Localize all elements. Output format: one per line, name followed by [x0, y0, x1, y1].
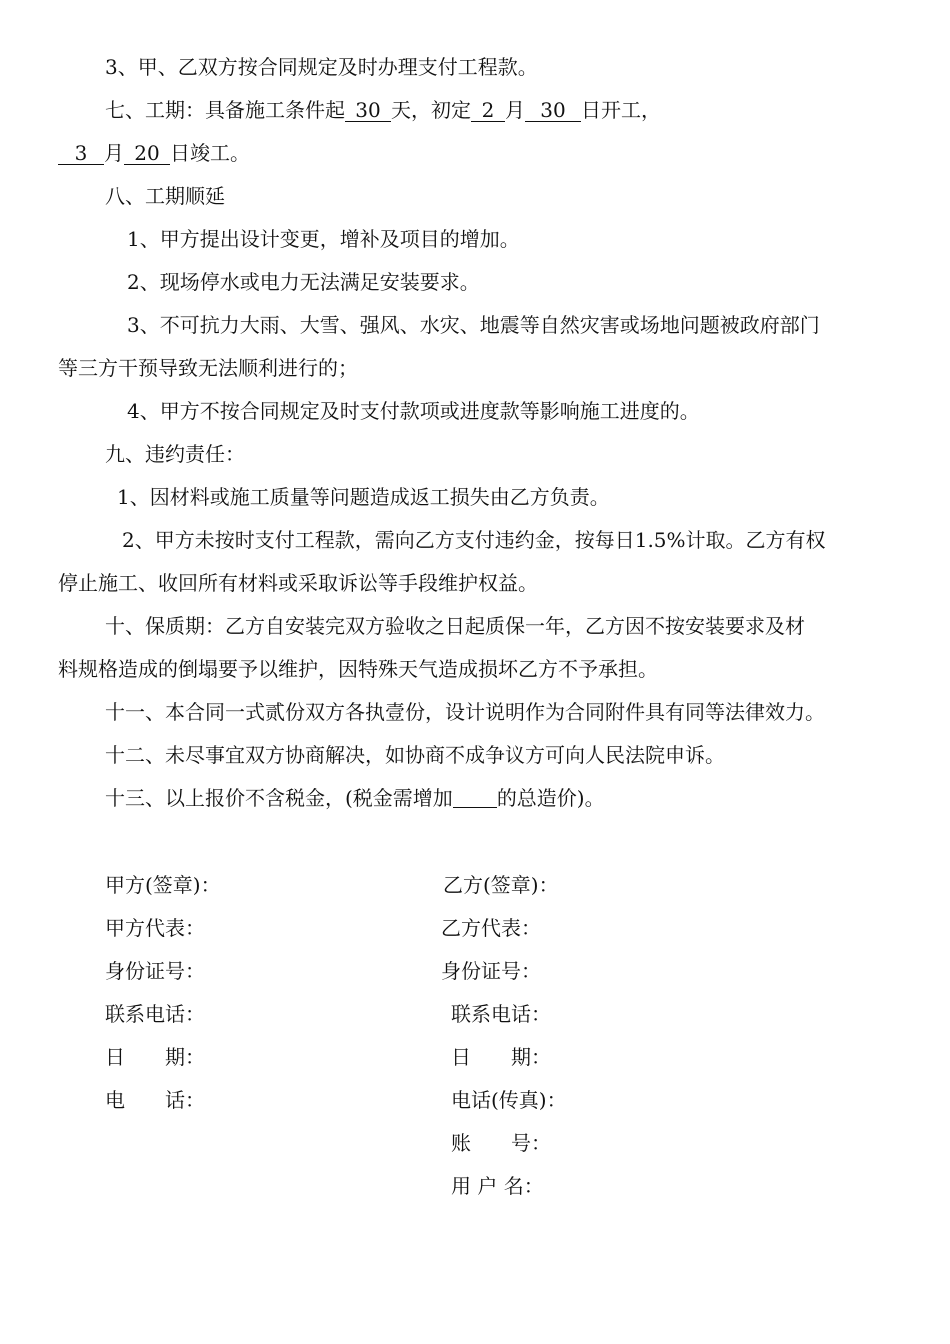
end-month: 3 — [58, 142, 104, 165]
clause-8-item-3-cont: 等三方干预导致无法顺利进行的； — [58, 356, 358, 380]
clause-9-title: 九、违约责任： — [105, 442, 245, 466]
clause-7-completion — [58, 139, 250, 167]
clause-8-item-1: 1、甲方提出设计变更，增补及项目的增加。 — [127, 227, 520, 251]
start-day: 30 — [525, 99, 581, 122]
clause-11-copies: 十一、本合同一式贰份双方各执壹份，设计说明作为合同附件具有同等法律效力。 — [105, 700, 825, 724]
clause-10-warranty: 十、保质期：乙方自安装完双方验收之日起质保一年，乙方因不按安装要求及材 — [105, 614, 805, 638]
clause-12-disputes: 十二、未尽事宜双方协商解决，如协商不成争议方可向人民法院申诉。 — [105, 743, 725, 767]
party-b-phone-fax: 电话(传真)： — [451, 1088, 567, 1112]
party-b-sign: 乙方(签章)： — [443, 873, 559, 897]
clause-9-item-2: 2、甲方未按时支付工程款，需向乙方支付违约金，按每日1.5%计取。乙方有权 — [122, 528, 826, 552]
clause-9-item-1: 1、因材料或施工质量等问题造成返工损失由乙方负责。 — [117, 485, 610, 509]
clause-7-duration — [105, 96, 661, 124]
party-b-username: 用 户 名： — [451, 1174, 544, 1198]
party-b-account: 账 号： — [451, 1131, 551, 1155]
party-a-date: 日 期： — [105, 1045, 205, 1069]
completion-suffix: 日竣工。 — [170, 141, 250, 165]
clause-13-suffix: 的总造价)。 — [496, 786, 605, 810]
clause-10-warranty-cont: 料规格造成的倒塌要予以维护，因特殊天气造成损坏乙方不予承担。 — [58, 657, 658, 681]
clause-7-mid: 天，初定 — [391, 98, 471, 122]
clause-8-title: 八、工期顺延 — [105, 184, 225, 208]
start-month: 2 — [471, 99, 505, 122]
clause-7-prefix: 七、工期：具备施工条件起 — [105, 98, 345, 122]
party-b-date: 日 期： — [451, 1045, 551, 1069]
clause-7-suffix: 日开工， — [581, 98, 661, 122]
party-a-rep: 甲方代表： — [105, 916, 205, 940]
end-day: 20 — [124, 142, 170, 165]
clause-8-item-4: 4、甲方不按合同规定及时支付款项或进度款等影响施工进度的。 — [127, 399, 700, 423]
clause-3-payment: 3、甲、乙双方按合同规定及时办理支付工程款。 — [105, 55, 538, 79]
clause-9-item-2-cont: 停止施工、收回所有材料或采取诉讼等手段维护权益。 — [58, 571, 538, 595]
month-label-2: 月 — [104, 141, 124, 165]
duration-days: 30 — [345, 99, 391, 122]
month-label: 月 — [505, 98, 525, 122]
party-a-contact: 联系电话： — [105, 1002, 205, 1026]
party-b-rep: 乙方代表： — [441, 916, 541, 940]
party-a-phone: 电 话： — [105, 1088, 205, 1112]
party-b-id: 身份证号： — [441, 959, 541, 983]
tax-blank — [453, 785, 497, 808]
clause-13-tax — [105, 784, 605, 812]
clause-8-item-2: 2、现场停水或电力无法满足安装要求。 — [127, 270, 480, 294]
clause-8-item-3: 3、不可抗力大雨、大雪、强风、水灾、地震等自然灾害或场地问题被政府部门 — [127, 313, 820, 337]
clause-13-prefix: 十三、以上报价不含税金，(税金需增加 — [105, 786, 453, 810]
party-a-id: 身份证号： — [105, 959, 205, 983]
party-a-sign: 甲方(签章)： — [105, 873, 221, 897]
party-b-contact: 联系电话： — [451, 1002, 551, 1026]
